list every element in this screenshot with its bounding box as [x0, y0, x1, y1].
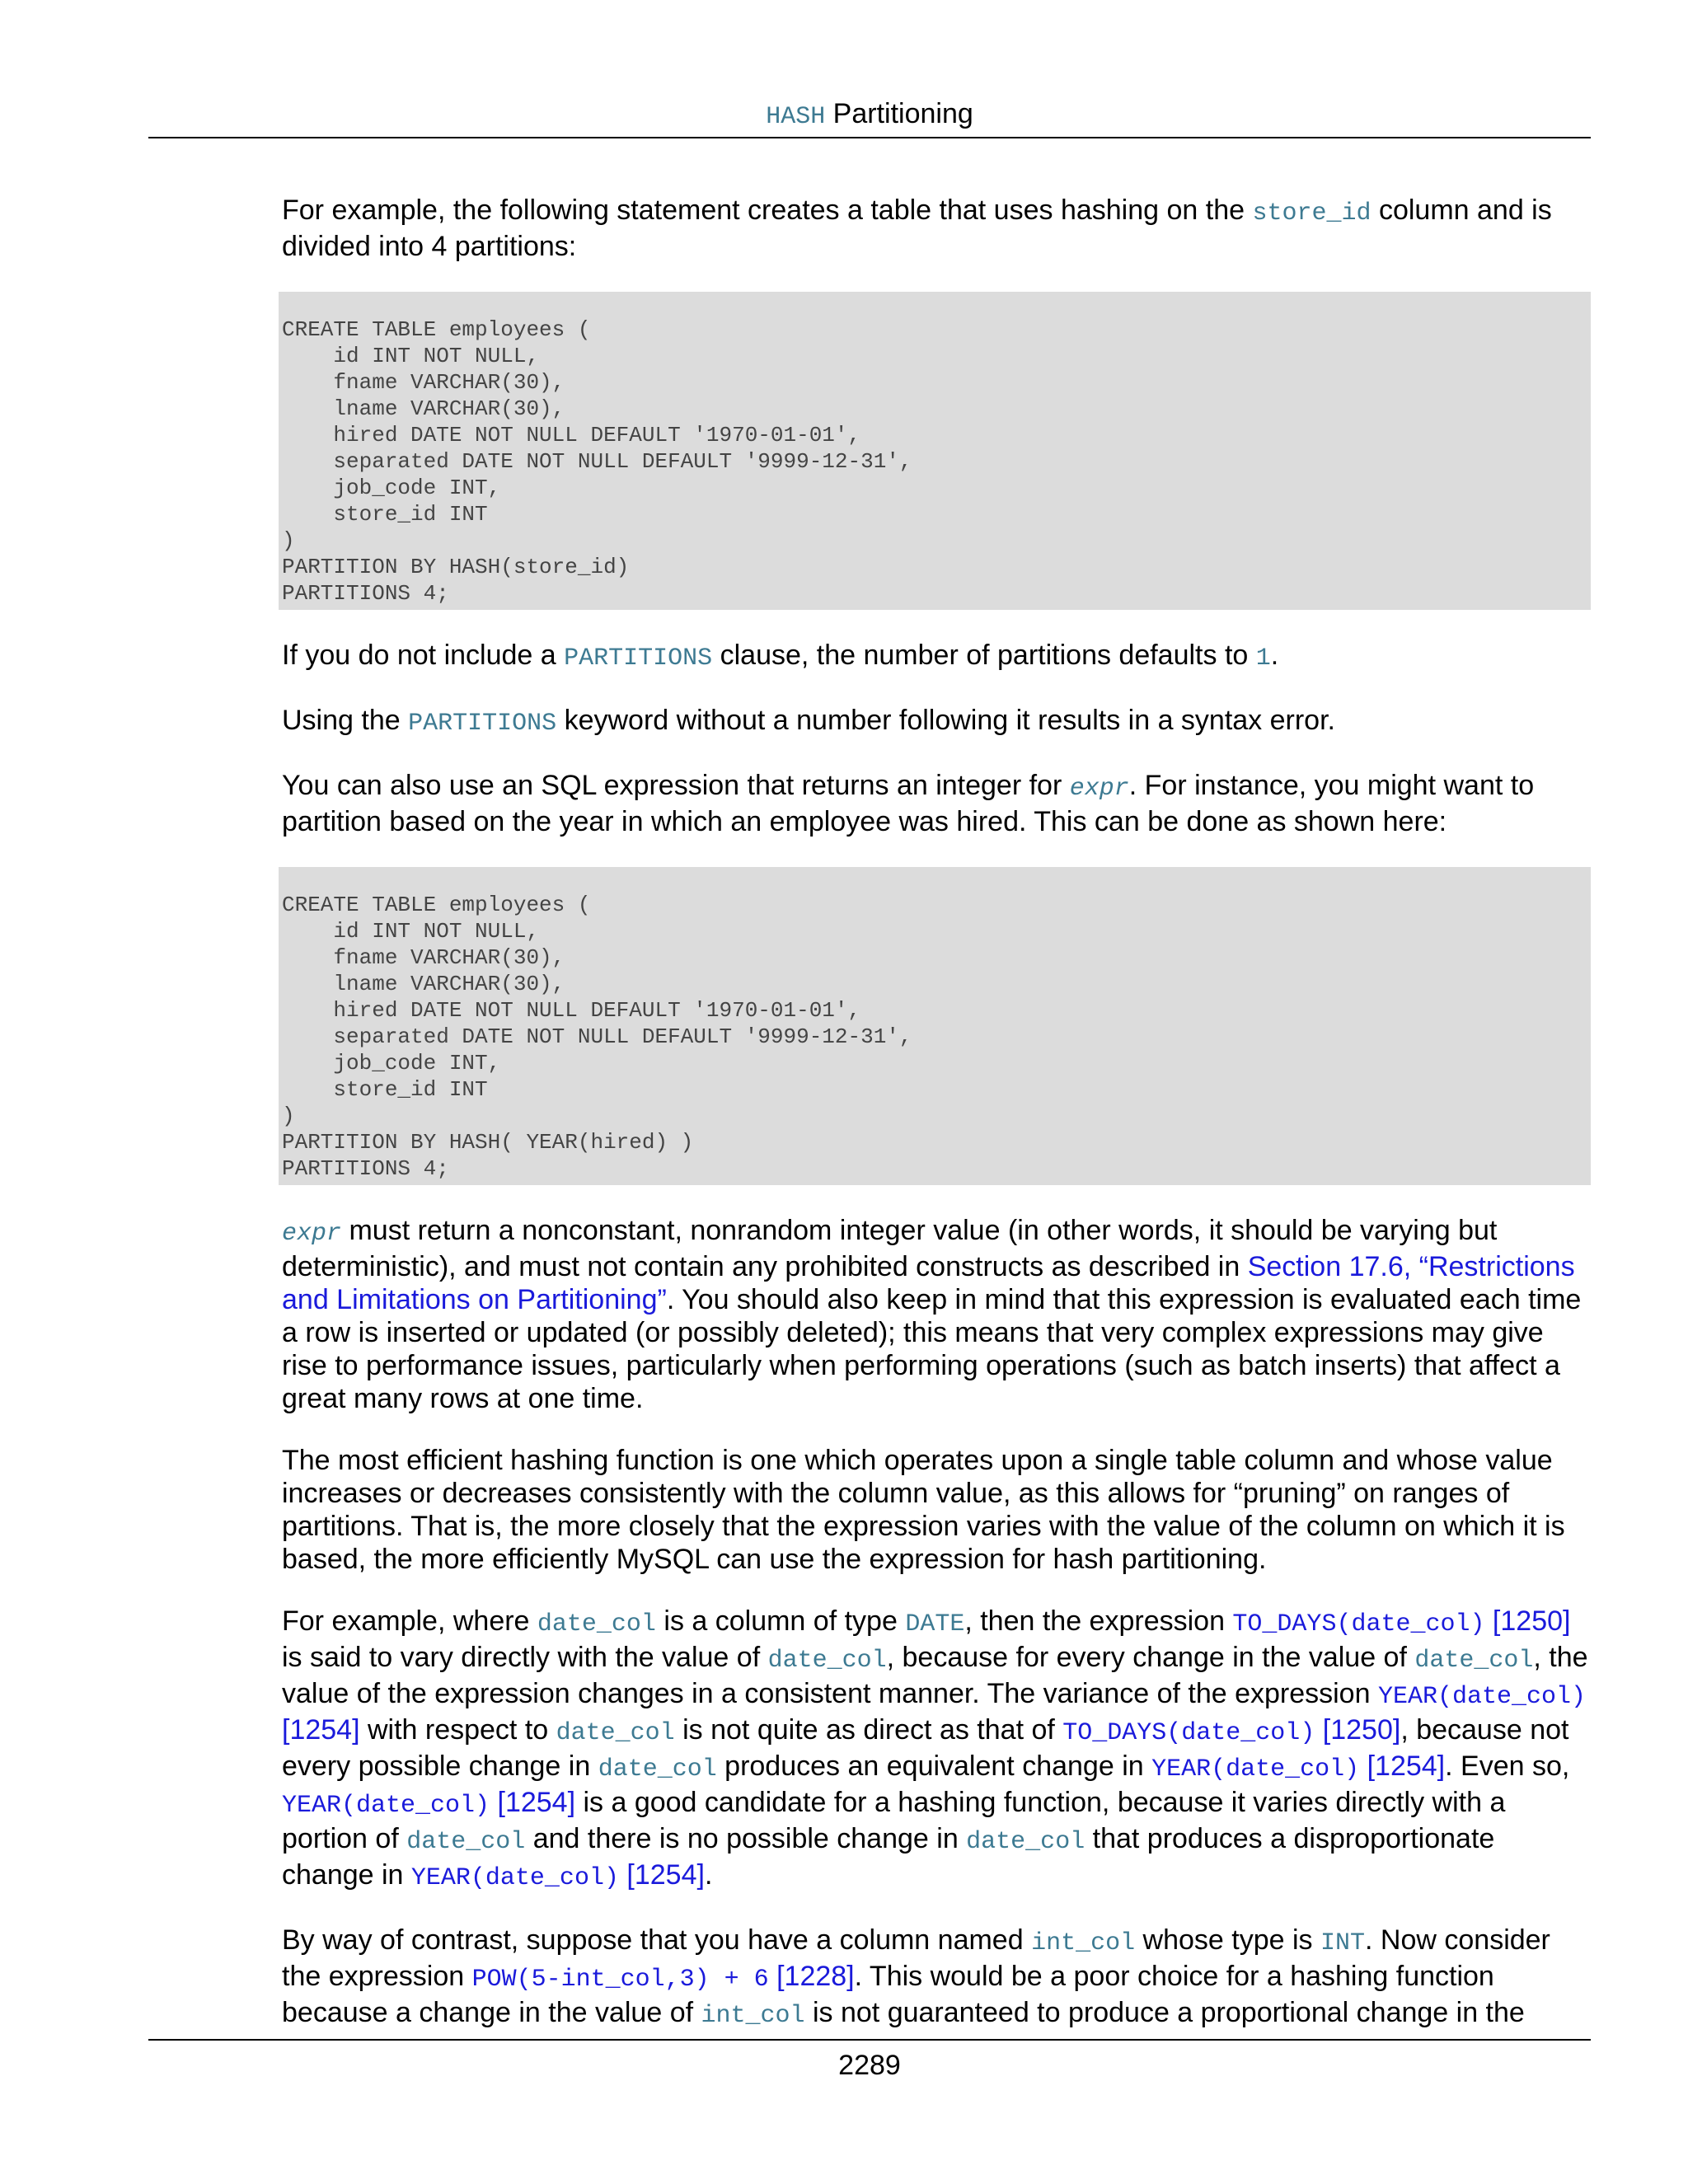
text: whose type is: [1135, 1924, 1320, 1956]
text: . Even so,: [1445, 1750, 1570, 1782]
text: , because not every possible change in: [282, 1714, 1569, 1782]
inline-code: expr: [282, 1220, 342, 1248]
paragraph-efficient-hashing: The most efficient hashing function is one which operates upon a single table column and whose value increases or decreases consistently with the column value, as this allows for “pruning” on ranges of partitions. That is, the more closely that the expression varies with the value of the column on which it is based, the more efficiently MySQL can use the expression for hash partitioning.: [282, 1445, 1565, 1575]
text: , because for every change in the value of: [886, 1642, 1415, 1673]
function-link[interactable]: YEAR(date_col): [282, 1792, 490, 1820]
header-code: HASH: [766, 103, 826, 131]
text: and there is no possible change in: [525, 1823, 967, 1854]
function-link[interactable]: TO_DAYS(date_col): [1232, 1610, 1485, 1638]
text: column and is divided into 4 partitions:: [282, 194, 1552, 262]
paragraph-date-col-example: [282, 1605, 1591, 1895]
inline-code: 1: [1255, 644, 1271, 673]
text: .: [1270, 640, 1279, 671]
inline-code: date_col: [537, 1610, 656, 1638]
text: must return a nonconstant, nonrandom integer value (in other words, it should be varying but deterministic), and must not contain any prohibited constructs as described in: [282, 1215, 1498, 1282]
page-ref-link[interactable]: [1254]: [618, 1859, 705, 1891]
page-number: 2289: [838, 2050, 901, 2081]
page-ref-link[interactable]: [1254]: [282, 1714, 360, 1746]
function-link[interactable]: YEAR(date_col): [1377, 1683, 1586, 1711]
text: produces an equivalent change in: [716, 1750, 1152, 1782]
inline-code: int_col: [701, 2002, 805, 2030]
text: If you do not include a: [282, 640, 565, 671]
paragraph-syntax-error: [282, 704, 1591, 740]
inline-code: expr: [1069, 775, 1129, 803]
inline-code: DATE: [905, 1610, 965, 1638]
inline-code: date_col: [556, 1719, 675, 1747]
text: is said to vary directly with the value of: [282, 1642, 768, 1673]
inline-code: INT: [1320, 1929, 1366, 1957]
inline-code: PARTITIONS: [564, 644, 713, 673]
text: with respect to: [359, 1714, 556, 1746]
code-block-hash-year: CREATE TABLE employees ( id INT NOT NULL, fname VARCHAR(30), lname VARCHAR(30), hired DATE NOT NULL DEFAULT '1970-01-01', separated DATE NOT NULL DEFAULT '9999-12-31', job_code INT, store_id INT ) PARTITION BY HASH( YEAR(hired) ) PARTITIONS 4;: [279, 867, 1591, 1185]
paragraph-partitions-default: [282, 639, 1591, 675]
text: , then the expression: [964, 1605, 1233, 1637]
inline-code: date_col: [767, 1647, 887, 1675]
inline-code: date_col: [598, 1755, 717, 1783]
paragraph-int-col-contrast: [282, 1924, 1591, 2032]
text: . For instance, you might want to partition based on the year in which an employee was hired. This can be done as shown here:: [282, 770, 1535, 837]
text: . You should also keep in mind that this expression is evaluated each time a row is inserted or updated (or possibly deleted); this means that very complex expressions may give rise to performance issues, particularly when performing operations (such as batch inserts) that affect a great many rows at one time.: [282, 1284, 1582, 1414]
text: keyword without a number following it results in a syntax error.: [556, 705, 1335, 736]
header-rule: [148, 137, 1591, 138]
text: For example, where: [282, 1605, 537, 1637]
text: is a column of type: [655, 1605, 906, 1637]
function-link[interactable]: TO_DAYS(date_col): [1062, 1719, 1315, 1747]
paragraph-sql-expression: [282, 769, 1591, 838]
function-link[interactable]: POW(5-int_col,3) + 6: [471, 1966, 769, 1994]
text: is not guaranteed to produce a proportional change in the: [804, 1997, 1525, 2028]
function-link[interactable]: YEAR(date_col): [410, 1864, 619, 1892]
text: . Now consider the expression: [282, 1924, 1550, 1992]
inline-code: PARTITIONS: [408, 710, 557, 738]
text: , the value of the expression changes in a consistent manner. The variance of the expression: [282, 1642, 1588, 1709]
restrictions-link[interactable]: Section 17.6, “Restrictions and Limitations on Partitioning”: [282, 1251, 1575, 1315]
text: .: [704, 1859, 713, 1891]
page-ref-link[interactable]: [1250]: [1484, 1605, 1571, 1637]
text: For example, the following statement creates a table that uses hashing on the: [282, 194, 1253, 226]
text: is not quite as direct as that of: [674, 1714, 1063, 1746]
footer-rule: [148, 2039, 1591, 2041]
inline-code: date_col: [406, 1828, 526, 1856]
text: You can also use an SQL expression that returns an integer for: [282, 770, 1070, 801]
page-ref-link[interactable]: [1254]: [490, 1787, 576, 1818]
function-link[interactable]: YEAR(date_col): [1151, 1755, 1360, 1783]
text: is a good candidate for a hashing function, because it varies directly with a portion of: [282, 1787, 1506, 1854]
page-ref-link[interactable]: [1254]: [1359, 1750, 1446, 1782]
code-block-hash-store-id: CREATE TABLE employees ( id INT NOT NULL, fname VARCHAR(30), lname VARCHAR(30), hired DATE NOT NULL DEFAULT '1970-01-01', separated DATE NOT NULL DEFAULT '9999-12-31', job_code INT, store_id INT ) PARTITION BY HASH(store_id) PARTITIONS 4;: [279, 292, 1591, 610]
header-title: Partitioning: [825, 98, 973, 129]
text: . This would be a poor choice for a hashing function because a change in the value of: [282, 1961, 1494, 2028]
inline-code: date_col: [1414, 1647, 1534, 1675]
text: Using the: [282, 705, 409, 736]
inline-code: int_col: [1031, 1929, 1136, 1957]
inline-code: date_col: [966, 1828, 1085, 1856]
text: clause, the number of partitions defaults to: [712, 640, 1256, 671]
text: By way of contrast, suppose that you have a column named: [282, 1924, 1032, 1956]
inline-code: store_id: [1252, 199, 1372, 227]
text: that produces a disproportionate change in: [282, 1823, 1495, 1891]
running-header: [148, 94, 1591, 137]
paragraph-intro: [282, 194, 1591, 263]
page-body: [282, 194, 1591, 2061]
page-ref-link[interactable]: [1228]: [768, 1961, 855, 1992]
page-ref-link[interactable]: [1250]: [1315, 1714, 1401, 1746]
paragraph-expr-requirements: [282, 1214, 1591, 1415]
